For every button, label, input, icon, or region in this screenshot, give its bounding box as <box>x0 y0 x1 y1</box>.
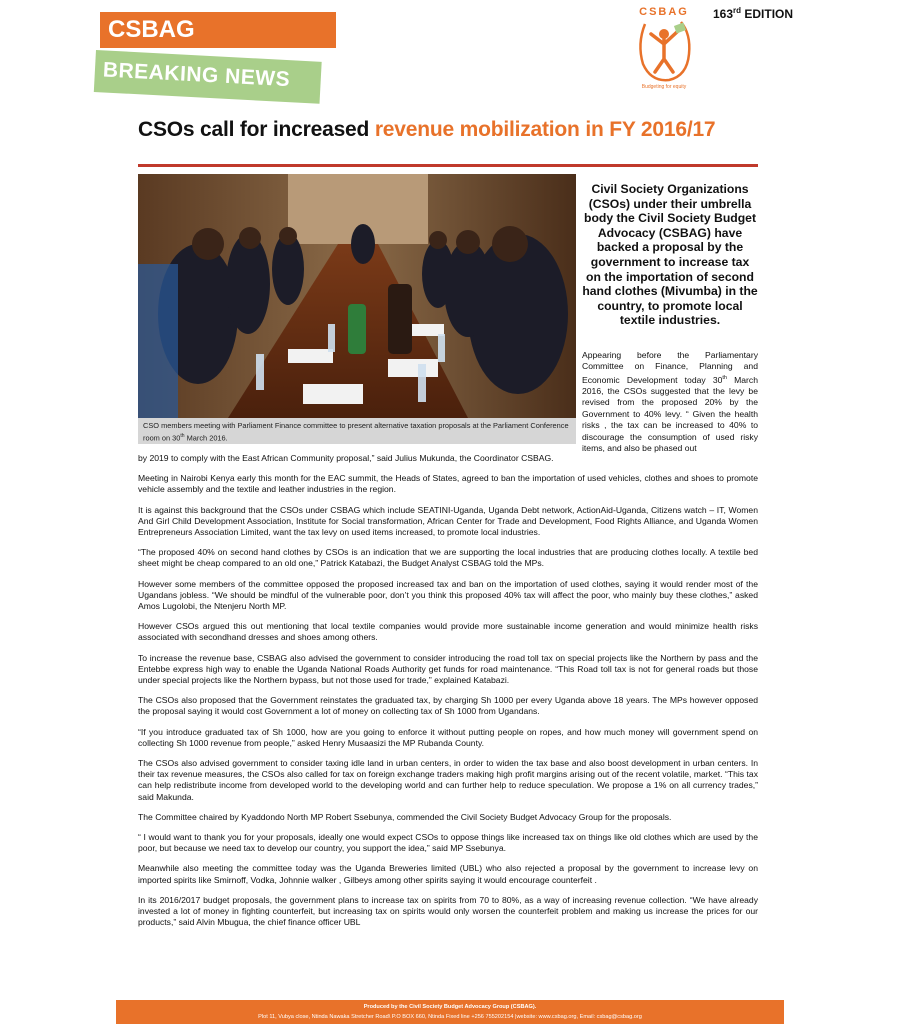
body-paragraph: “If you introduce graduated tax of Sh 1000, how are you going to enforce it without putting people on ropes, and how much money will government spend on collecting Sh 1000 revenue from people,” asked Henry Musaasizi the MP Rubanda County. <box>138 726 758 748</box>
body-paragraph: To increase the revenue base, CSBAG also advised the government to consider introducing the road toll tax on special projects like the Northern by pass and the Entebbe express high way to enable the Uganda National Roads Authority get funds for road maintenance. “This Road toll tax is not for general roads but those under special projects like the Northern bypass, but not those used for trade,” explained Katabazi. <box>138 652 758 686</box>
body-paragraph: “ I would want to thank you for your proposals, ideally one would expect CSOs to oppose things like increased tax on things like old clothes which are used by the poor, but because we need tax to develop our country, you support the idea,” said MP Ssebunya. <box>138 832 758 854</box>
edition-label: 163rd EDITION <box>713 6 794 21</box>
body-paragraph: “The proposed 40% on second hand clothes by CSOs is an indication that we are supporting the local industries that are producing clothes locally. A textile bed sheet might be cheap compared to an old one,” Patrick Katabazi, the Budget Analyst CSBAG told the MPs. <box>138 547 758 569</box>
photo-caption: CSO members meeting with Parliament Finance committee to present alternative taxation proposals at the Parliament Conference room on 30th March 2016. <box>138 418 576 444</box>
footer-producer: Produced by the Civil Society Budget Advocacy Group (CSBAG). <box>363 1004 537 1010</box>
page-title: CSOs call for increased revenue mobilization in FY 2016/17 <box>138 118 716 141</box>
body-paragraph: Meeting in Nairobi Kenya early this month for the EAC summit, the Heads of States, agreed to ban the importation of used vehicles, clothes and shoes to promote vehicle assembly and the textile and leather industries in the region. <box>138 473 758 495</box>
footer-contact: Plot 11, Vubya close, Ntinda Nawaka Stretcher Road\ P.O BOX 660, Ntinda Fixed line +256 755202154 |website: www.csbag.org, Email: csbag@csbag.org <box>258 1014 642 1020</box>
body-paragraph: Meanwhile also meeting the committee today was the Uganda Breweries limited (UBL) who also rejected a proposal by the government to increase levy on imported spirits like Smirnoff, Vodka, Johnnie walker , Gilbeys among other spirits saying it would encourage counterfeit . <box>138 863 758 885</box>
footer-bar <box>116 1000 784 1024</box>
body-paragraph: In its 2016/2017 budget proposals, the government plans to increase tax on spirits from 70 to 80%, as a way of increasing revenue collection. “We have already invested a lot of money in fighting counterfeit, but increasing tax on spirits would only worsen the counterfeit problem and making us increase the prices for our products,” said Alvin Mbugua, the chief finance officer UBL <box>138 894 758 928</box>
body-paragraph: The CSOs also advised government to consider taxing idle land in urban centers, in order to widen the tax base and also boost development in urban centers. In their tax revenue measures, the CSOs also called for tax on foreign exchange traders making high profit margins arising out of the recent volatile, market. “This tax can help redistribute income from developed world to the developing world and can further help to reduce speculation. We propose a 1% on all currency trades,” said Makunda. <box>138 758 758 802</box>
body-paragraph: However some members of the committee opposed the proposed increased tax and ban on the importation of used clothes, saying it would render most of the Ugandans jobless. “We should be mindful of the vulnerable poor, don’t you think this proposed 40% tax will affect the poor, who mainly buy these clothes,” asked Amos Lugolobi, the Ntenjeru North MP. <box>138 578 758 612</box>
body-paragraph: However CSOs argued this out mentioning that local textile companies would provide more sustainable income generation and would minimize health risks associated with secondhand dresses and shoes among others. <box>138 621 758 643</box>
breaking-news-banner: BREAKING NEWS <box>94 50 322 104</box>
side-paragraph: Appearing before the Parliamentary Committee on Finance, Planning and Economic Development today 30th March 2016, the CSOs suggested that the levy be revised from the proposed 20% by the Government to 40% levy. “ Given the health risks , the tax can be increased to 40% to discourage the consumption of used risky items, and also be phased out <box>582 350 758 454</box>
title-divider <box>138 164 758 167</box>
csbag-logo <box>633 4 695 90</box>
body-paragraph: The Committee chaired by Kyaddondo North MP Robert Ssebunya, commended the Civil Society Budget Advocacy Group for the proposals. <box>138 811 672 822</box>
meeting-photo <box>138 174 576 418</box>
article-body <box>138 453 758 938</box>
brand-banner: CSBAG <box>100 12 336 48</box>
body-paragraph: by 2019 to comply with the East African Community proposal,” said Julius Mukunda, the Coordinator CSBAG. <box>138 453 554 463</box>
svg-text:Budgeting for equity: Budgeting for equity <box>641 84 687 90</box>
body-paragraph: The CSOs also proposed that the Government reinstates the graduated tax, by charging Sh 1000 per every Uganda above 18 years. The MPs however opposed the proposal saying it would cost Government a lot of money on collecting tax of Sh 1000 from Ugandans. <box>138 695 758 717</box>
svg-text:CSBAG: CSBAG <box>639 6 689 18</box>
body-paragraph: It is against this background that the CSOs under CSBAG which include SEATINI-Uganda, Uganda Debt network, ActionAid-Uganda, Citizens watch – IT, Women And Girl Child Development Association, Institute for Social transformation, African Center for Trade and Development, Food Rights Alliance, and Uganda Women Entrepreneurs Association Limited, want the tax levy on used items increased, to promote local industries. <box>138 504 758 538</box>
lead-paragraph: Civil Society Organizations (CSOs) under their umbrella body the Civil Society Budget Advocacy (CSBAG) have backed a proposal by the government to increase tax on the importation of second hand clothes (Mivumba) in the country, to promote local textile industries. <box>582 182 758 328</box>
